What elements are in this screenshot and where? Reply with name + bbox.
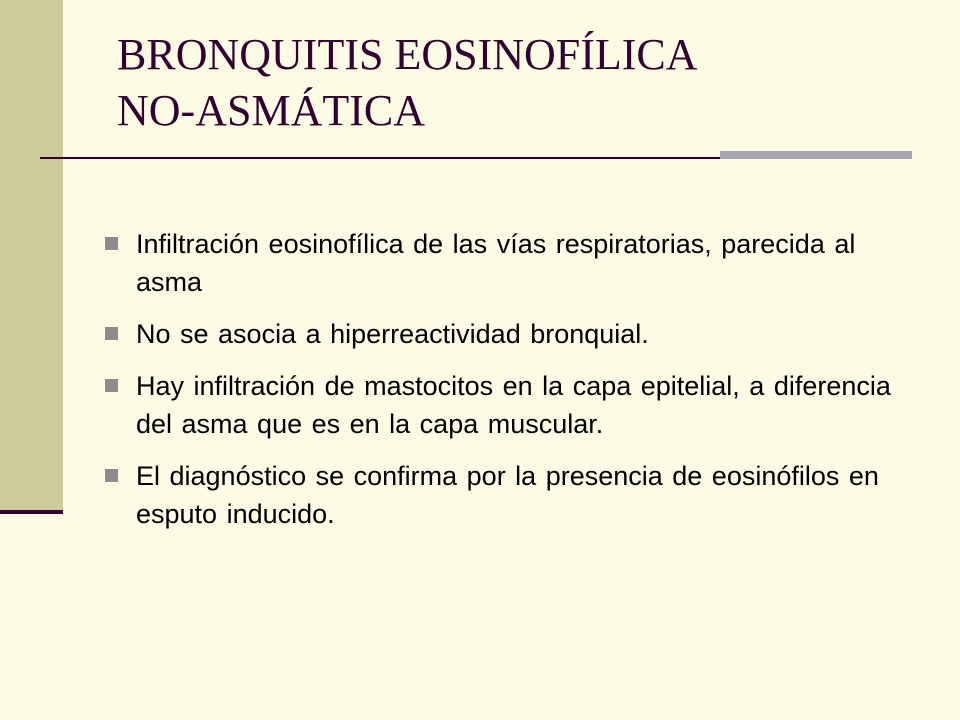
square-bullet-icon [105, 469, 118, 482]
slide-title [117, 27, 917, 139]
bullet-text: Infiltración eosinofílica de las vías respiratorias, parecida al asma [136, 229, 856, 297]
square-bullet-icon [105, 327, 118, 340]
bullet-item [105, 367, 920, 443]
bullet-text: Hay infiltración de mastocitos en la capa epitelial, a diferencia del asma que es en la capa muscular. [136, 371, 891, 439]
bullet-text: El diagnóstico se confirma por la presencia de eosinófilos en esputo inducido. [136, 461, 879, 529]
side-decoration-bar [0, 0, 63, 512]
square-bullet-icon [105, 379, 118, 392]
bullet-text: No se asocia a hiperreactividad bronquial. [136, 319, 649, 349]
bullet-list [105, 225, 920, 547]
side-decoration-base-line [0, 510, 63, 514]
bullet-item [105, 457, 920, 533]
slide-title-line-1: BRONQUITIS EOSINOFÍLICA [117, 30, 698, 79]
slide-title-line-2: NO-ASMÁTICA [117, 86, 425, 135]
title-divider-accent [720, 151, 912, 159]
square-bullet-icon [105, 237, 118, 250]
bullet-item [105, 225, 920, 301]
bullet-item [105, 315, 920, 353]
